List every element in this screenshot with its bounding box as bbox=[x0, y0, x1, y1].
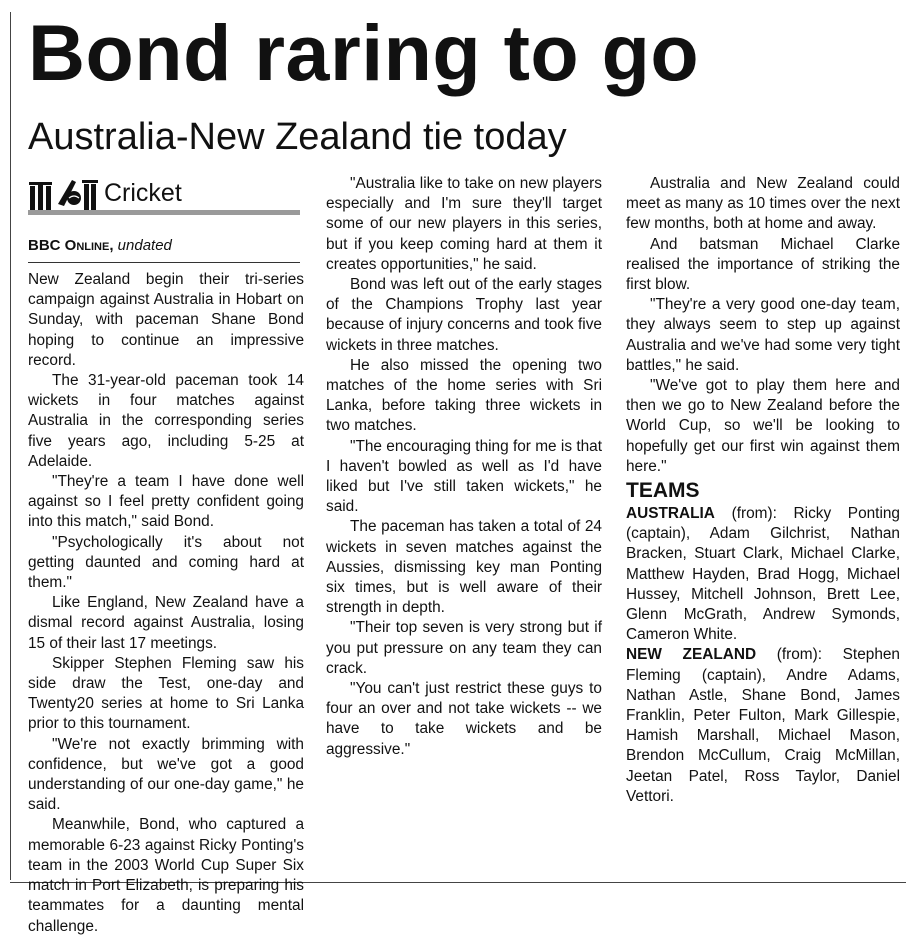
team-new-zealand bbox=[626, 645, 900, 807]
section-label: Cricket bbox=[104, 179, 182, 207]
subheadline: Australia-New Zealand tie today bbox=[28, 116, 567, 158]
section-rule bbox=[28, 210, 300, 215]
byline-rule bbox=[28, 262, 300, 263]
team-australia bbox=[626, 504, 900, 645]
section-header bbox=[28, 174, 302, 216]
paragraph: "They're a team I have done well against so I feel pretty confident going into this match," said Bond. bbox=[28, 473, 304, 531]
team-name-new-zealand: NEW ZEALAND bbox=[626, 646, 757, 664]
paragraph: "We're not exactly brimming with confidence, but we've got a good understanding of our one-day game," he said. bbox=[28, 735, 304, 814]
paragraph: Bond was left out of the early stages of the Champions Trophy last year because of injury concerns and took five wickets in three matches. bbox=[326, 276, 602, 354]
team-players-new-zealand: (from): Stephen Fleming (captain), Andre Adams, Nathan Astle, Shane Bond, James Franklin, Peter Fulton, Mark Gillespie, Hamish Marshall, Michael Mason, Brendon McCullum, Craig McMillan, Jeetan Patel, Ross Taylor, Daniel Vettori. bbox=[626, 646, 900, 805]
paragraph: "Their top seven is very strong but if you put pressure on any team they can crack. bbox=[326, 619, 602, 677]
headline: Bond raring to go bbox=[28, 8, 700, 97]
byline bbox=[28, 236, 302, 256]
paragraph: Skipper Stephen Fleming saw his side draw the Test, one-day and Twenty20 series at home to Sri Lanka prior to this tournament. bbox=[28, 654, 304, 733]
column-rule-left bbox=[10, 12, 11, 880]
teams-heading: TEAMS bbox=[626, 479, 700, 503]
paragraph: He also missed the opening two matches of the home series with Sri Lanka, before taking three wickets in two matches. bbox=[326, 356, 602, 435]
article-column-3 bbox=[626, 174, 900, 807]
paragraph: "They're a very good one-day team, they always seem to step up against Australia and we've had some very tight battles," he said. bbox=[626, 296, 900, 374]
paragraph: "Psychologically it's about not getting daunted and coming hard at them." bbox=[28, 533, 304, 592]
byline-source: BBC Online, bbox=[28, 237, 114, 254]
paragraph: "You can't just restrict these guys to four an over and not take wickets -- we have to take wickets and be aggressive." bbox=[326, 680, 602, 758]
paragraph: The paceman has taken a total of 24 wickets in seven matches against the Aussies, dismissing key man Ponting six times, but is well aware of their strength in depth. bbox=[326, 518, 602, 617]
article-column-1 bbox=[28, 270, 304, 937]
paragraph: Meanwhile, Bond, who captured a memorable 6-23 against Ricky Ponting's team in the 2003 World Cup Super Six match in Port Elizabeth, is preparing his teammates for a daunting mental challenge. bbox=[28, 816, 304, 935]
paragraph: Australia and New Zealand could meet as many as 10 times over the next few months, both at home and away. bbox=[626, 175, 900, 233]
team-name-australia: AUSTRALIA bbox=[626, 505, 715, 523]
paragraph: "We've got to play them here and then we go to New Zealand before the World Cup, so we'll be looking to hopefully get our first win against them here." bbox=[626, 377, 900, 475]
paragraph: "The encouraging thing for me is that I haven't bowled as well as I'd have liked but I've still taken wickets," he said. bbox=[326, 437, 602, 516]
paragraph: Like England, New Zealand have a dismal record against Australia, losing 15 of their last 17 meetings. bbox=[28, 594, 304, 652]
paragraph: New Zealand begin their tri-series campaign against Australia in Hobart on Sunday, with paceman Shane Bond hoping to continue an impressive record. bbox=[28, 271, 304, 369]
article-column-2 bbox=[326, 174, 602, 760]
paragraph: "Australia like to take on new players especially and I'm sure they'll target some of our new players in this series, but if you keep coming hard at them it creates opportunities," he said. bbox=[326, 175, 602, 273]
cricket-icon bbox=[28, 174, 100, 212]
paragraph: The 31-year-old paceman took 14 wickets in four matches against Australia in the corresponding series five years ago, including 5-25 at Adelaide. bbox=[28, 372, 304, 470]
byline-date: undated bbox=[117, 237, 172, 254]
paragraph: And batsman Michael Clarke realised the importance of striking the first blow. bbox=[626, 235, 900, 294]
team-players-australia: (from): Ricky Ponting (captain), Adam Gilchrist, Nathan Bracken, Stuart Clark, Michael Clarke, Matthew Hayden, Brad Hogg, Michael Hussey, Mitchell Johnson, Brett Lee, Glenn McGrath, Andrew Symonds, Cameron White. bbox=[626, 505, 900, 644]
